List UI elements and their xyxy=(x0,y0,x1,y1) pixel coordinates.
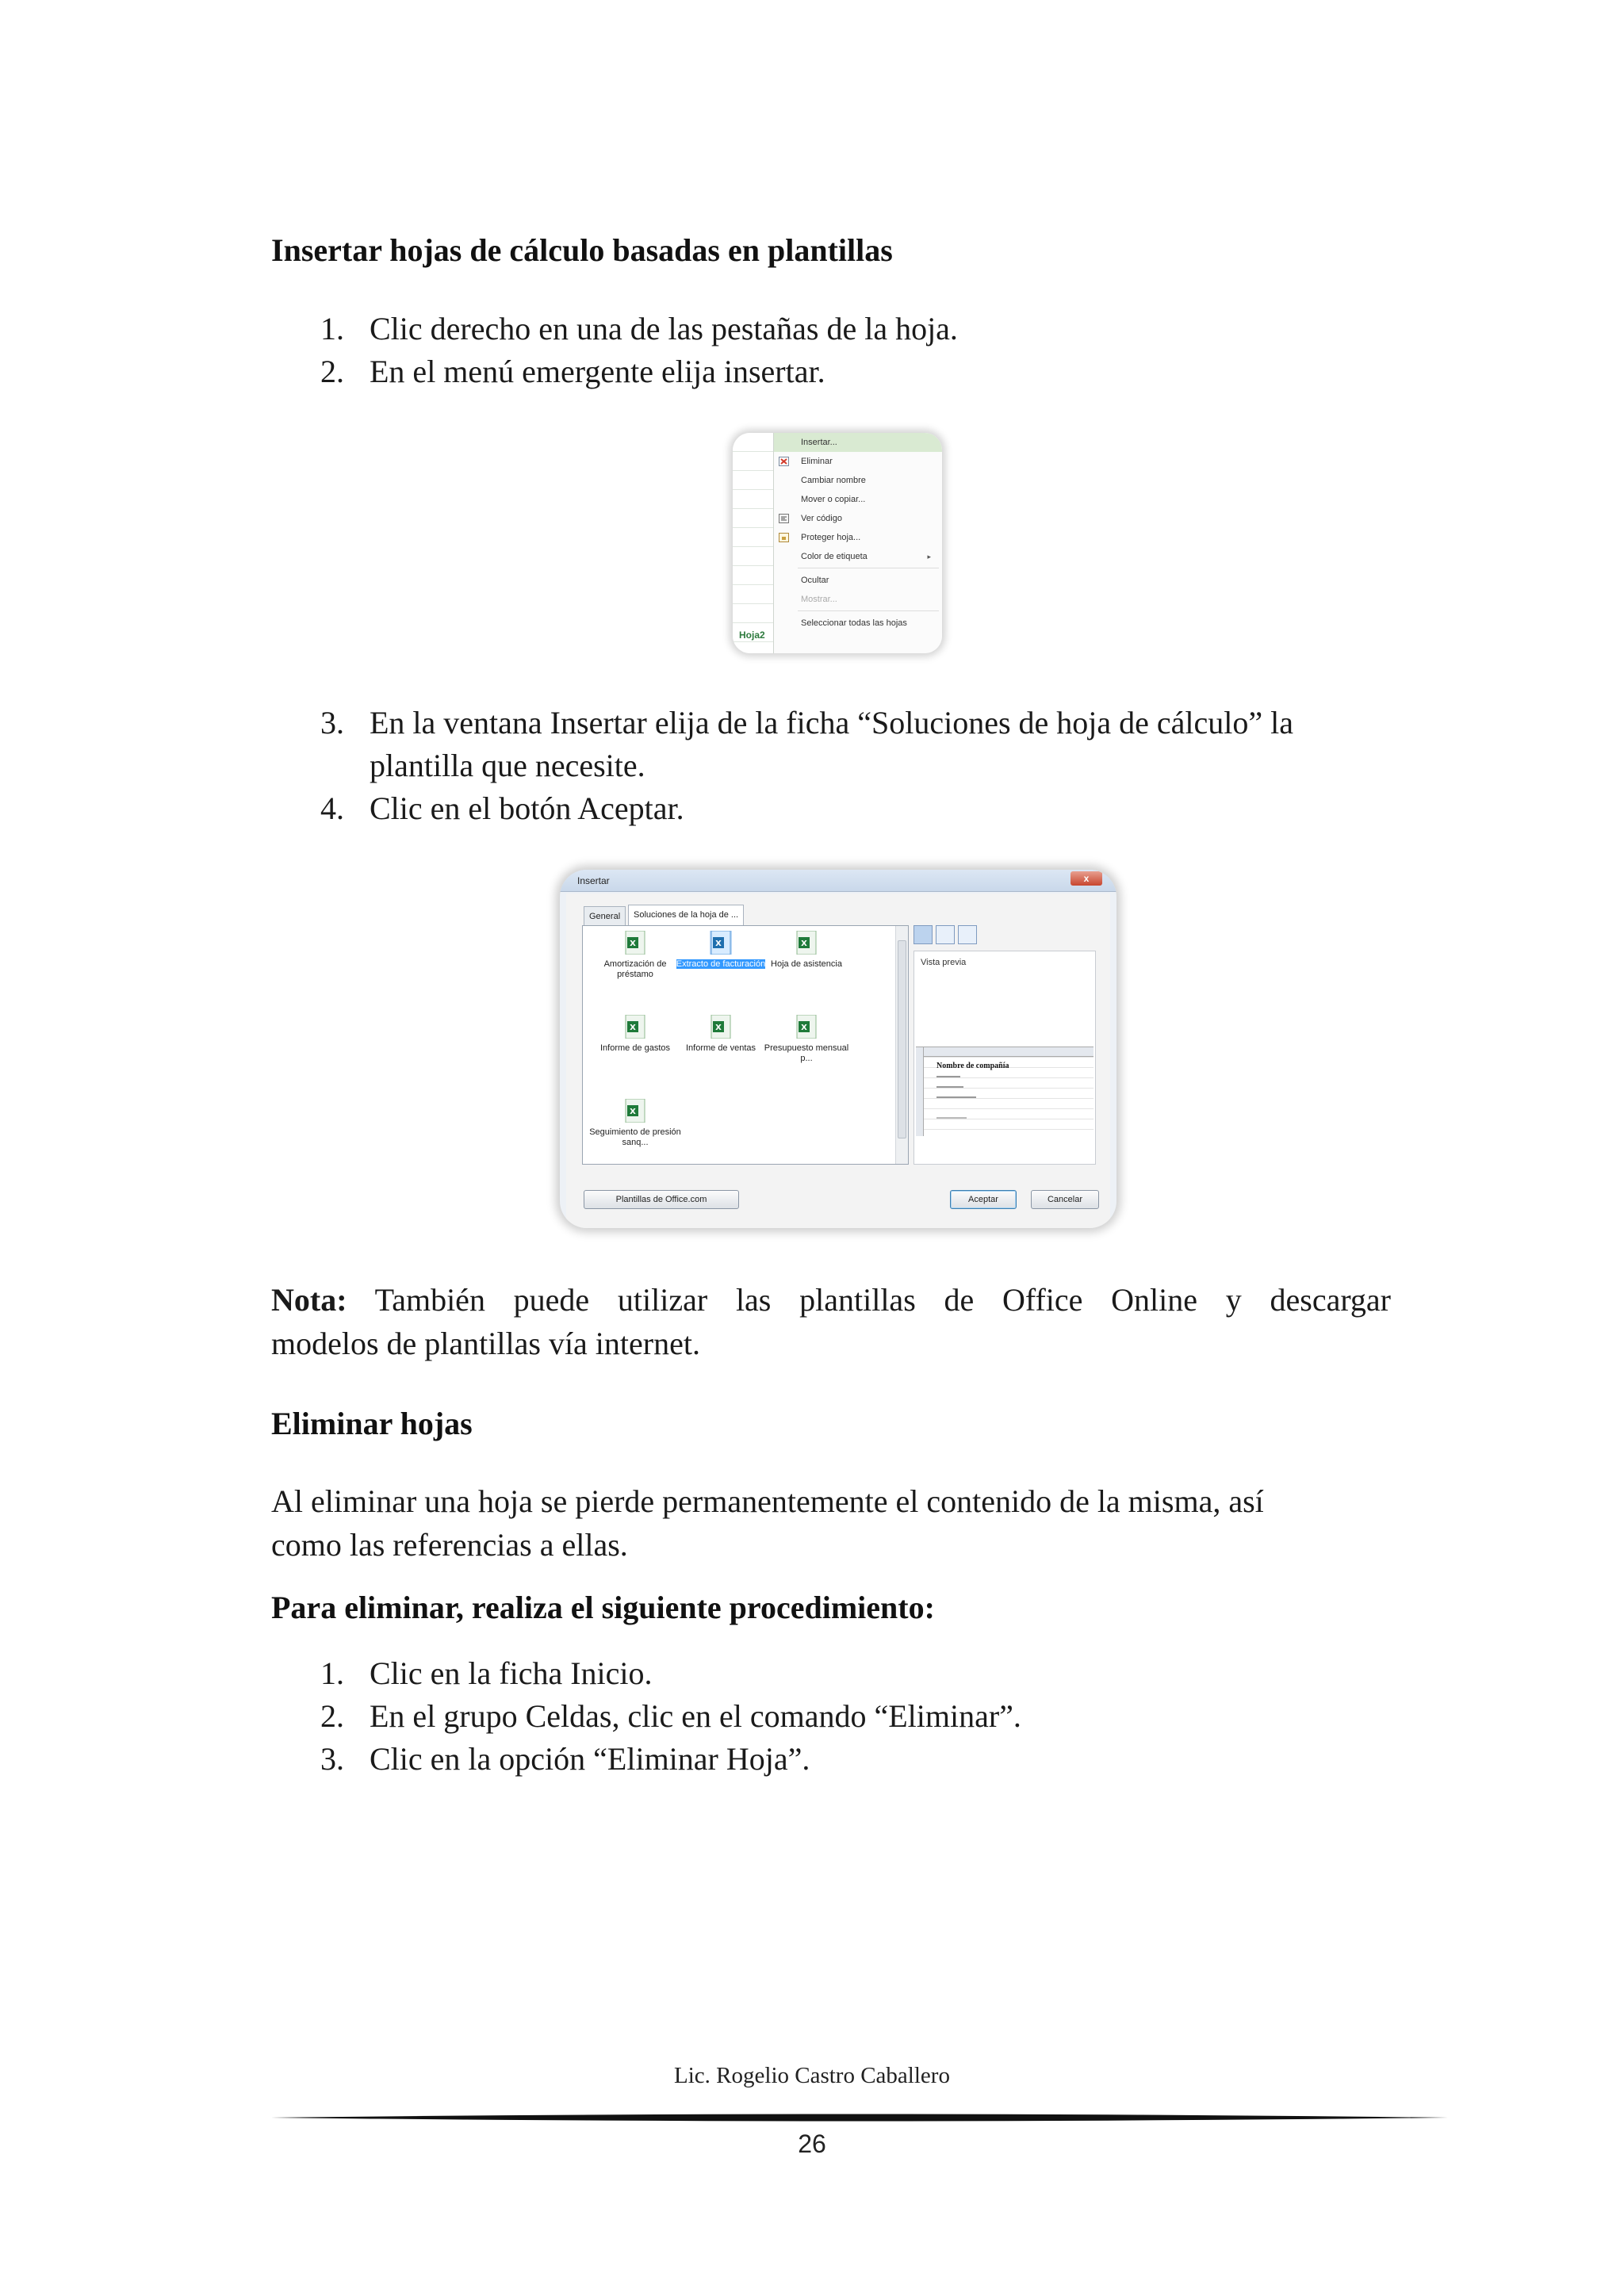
list-item: 3. Clic en la opción “Eliminar Hoja”. xyxy=(320,1741,810,1777)
cancel-button[interactable]: Cancelar xyxy=(1031,1190,1099,1209)
svg-text:X: X xyxy=(801,939,807,948)
menu-item-mostrar: Mostrar... xyxy=(801,595,837,604)
note-paragraph-line2: modelos de plantillas vía internet. xyxy=(271,1326,700,1361)
list-view-icon[interactable] xyxy=(936,925,955,944)
menu-item-ocultar[interactable]: Ocultar xyxy=(801,576,829,585)
template-list xyxy=(582,925,909,1165)
tab-soluciones[interactable]: Soluciones de la hoja de ... xyxy=(628,905,744,925)
view-buttons xyxy=(914,925,985,946)
submenu-arrow-icon: ▸ xyxy=(927,553,931,561)
menu-item-color-etiqueta[interactable]: Color de etiqueta ▸ xyxy=(774,547,942,566)
template-informe-ventas[interactable]: X Informe de ventas xyxy=(673,1015,768,1054)
sheet-grid xyxy=(733,433,774,653)
template-informe-gastos[interactable]: X Informe de gastos xyxy=(588,1015,683,1054)
steps-list-delete xyxy=(271,1652,1391,1781)
list-item: 4. Clic en el botón Aceptar. xyxy=(320,790,684,826)
excel-template-icon xyxy=(795,931,818,955)
insert-dialog-screenshot xyxy=(560,870,1116,1228)
template-amortizacion[interactable]: X Amortización de préstamo xyxy=(588,931,683,980)
tab-general[interactable]: General xyxy=(584,906,626,925)
dialog-titlebar xyxy=(560,870,1116,892)
menu-item-proteger-hoja[interactable]: Proteger hoja... xyxy=(774,528,942,547)
close-button[interactable]: x xyxy=(1071,871,1102,886)
delete-paragraph-line2: como las referencias a ellas. xyxy=(271,1527,628,1563)
list-item: 3. En la ventana Insertar elija de la ficha “Soluciones de hoja de cálculo” la plantilla que necesite. xyxy=(320,705,1294,783)
menu-item-eliminar[interactable]: Eliminar xyxy=(774,452,942,471)
dialog-body xyxy=(566,894,1110,1228)
scrollbar[interactable] xyxy=(895,926,908,1164)
view-code-icon xyxy=(779,514,789,523)
delete-sheet-icon xyxy=(779,457,789,466)
section-heading-delete: Eliminar hojas xyxy=(271,1406,473,1441)
context-menu xyxy=(774,433,942,653)
excel-template-icon xyxy=(624,931,646,955)
section-heading-insert: Insertar hojas de cálculo basadas en plantillas xyxy=(271,232,893,268)
svg-text:X: X xyxy=(630,939,636,948)
list-item: 1. Clic en la ficha Inicio. xyxy=(320,1655,653,1691)
template-asistencia[interactable]: X Hoja de asistencia xyxy=(759,931,854,970)
accept-button[interactable]: Aceptar xyxy=(950,1190,1017,1209)
preview-company-name: Nombre de compañía xyxy=(936,1062,1009,1070)
steps-list-insert-a xyxy=(271,308,1391,393)
office-templates-button[interactable]: Plantillas de Office.com xyxy=(584,1190,739,1209)
scrollbar-thumb[interactable] xyxy=(898,940,906,1138)
note-paragraph: Nota: También puede utilizar las plantillas de Office Online y descargar xyxy=(271,1282,1391,1318)
menu-item-seleccionar-todas[interactable]: Seleccionar todas las hojas xyxy=(801,618,907,628)
context-menu-screenshot xyxy=(733,433,942,653)
delete-procedure-heading: Para eliminar, realiza el siguiente procedimiento: xyxy=(271,1590,935,1625)
note-label: Nota: xyxy=(271,1282,347,1318)
template-presupuesto[interactable]: X Presupuesto mensual p... xyxy=(759,1015,854,1064)
svg-text:X: X xyxy=(630,1024,636,1032)
footer-author: Lic. Rogelio Castro Caballero xyxy=(674,2063,950,2088)
template-extracto[interactable]: X Extracto de facturación xyxy=(673,931,768,970)
excel-template-icon xyxy=(624,1099,646,1123)
steps-list-insert-b xyxy=(271,702,1391,830)
dialog-title: Insertar xyxy=(577,875,610,886)
menu-item-insertar[interactable]: Insertar... xyxy=(774,433,942,452)
excel-template-icon xyxy=(624,1015,646,1039)
svg-text:X: X xyxy=(715,1024,722,1032)
template-seguimiento[interactable]: X Seguimiento de presión sanq... xyxy=(588,1099,683,1148)
preview-pane xyxy=(914,951,1096,1165)
svg-text:X: X xyxy=(715,939,722,948)
menu-item-ver-codigo[interactable]: Ver código xyxy=(774,509,942,528)
menu-item-mover-copiar[interactable]: Mover o copiar... xyxy=(801,495,866,504)
svg-text:X: X xyxy=(630,1108,636,1116)
excel-template-icon xyxy=(710,931,732,955)
list-item: 2. En el menú emergente elija insertar. xyxy=(320,354,825,389)
preview-label: Vista previa xyxy=(921,958,967,967)
list-item: 1. Clic derecho en una de las pestañas de la hoja. xyxy=(320,311,958,346)
large-icons-view-icon[interactable] xyxy=(914,925,933,944)
excel-template-icon xyxy=(795,1015,818,1039)
details-view-icon[interactable] xyxy=(958,925,977,944)
svg-text:X: X xyxy=(801,1024,807,1032)
delete-paragraph-line1: Al eliminar una hoja se pierde permanentemente el contenido de la misma, así xyxy=(271,1483,1264,1519)
sheet-tab[interactable]: Hoja2 xyxy=(739,629,765,641)
preview-thumbnail xyxy=(916,1047,1094,1135)
footer-divider xyxy=(271,2112,1448,2123)
list-item: 2. En el grupo Celdas, clic en el comando “Eliminar”. xyxy=(320,1698,1021,1734)
page-number: 26 xyxy=(798,2130,826,2158)
excel-template-icon xyxy=(710,1015,732,1039)
menu-item-cambiar-nombre[interactable]: Cambiar nombre xyxy=(801,476,866,485)
menu-separator xyxy=(798,610,939,611)
protect-sheet-icon xyxy=(779,533,789,542)
